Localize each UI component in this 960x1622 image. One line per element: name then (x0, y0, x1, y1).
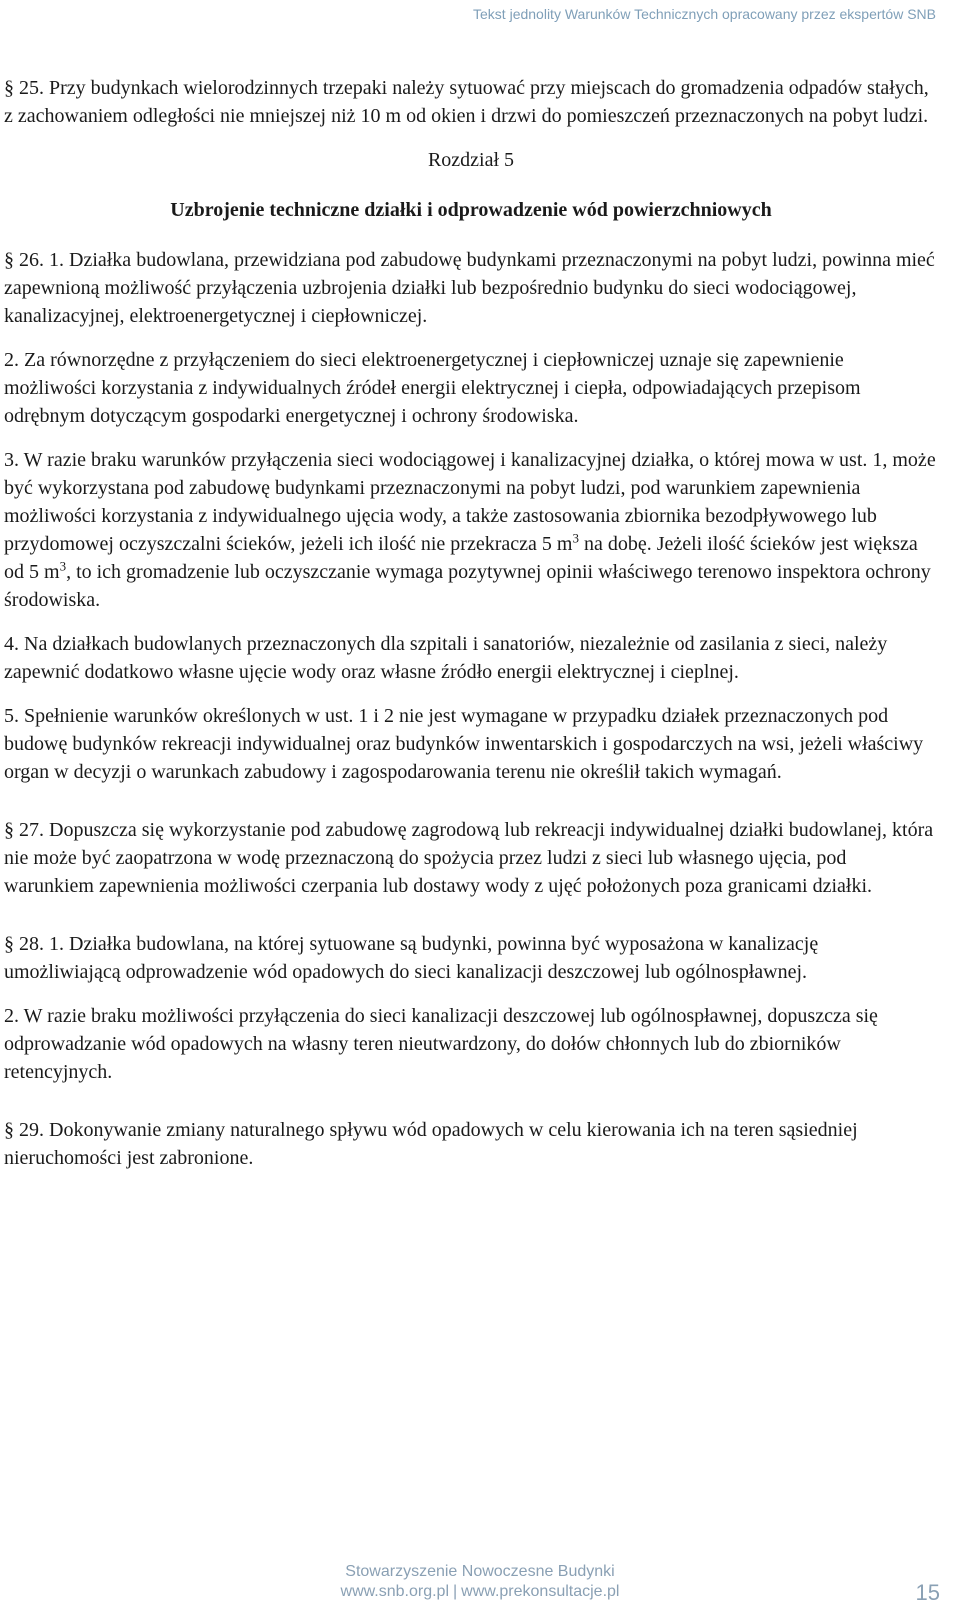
superscript-cubic: 3 (572, 530, 579, 546)
chapter-heading (4, 146, 938, 224)
paragraph-26-3 (4, 446, 938, 614)
paragraph-27: § 27. Dopuszcza się wykorzystanie pod zabudowę zagrodową lub rekreacji indywidualnej działki budowlanej, która nie może być zaopatrzona w wodę przeznaczoną do spożycia przez ludzi z sieci lub własnego ujęcia, pod warunkiem zapewnienia możliwości czerpania lub dostawy wody z ujęć położonych poza granicami działki. (4, 819, 934, 897)
running-header: Tekst jednolity Warunków Technicznych opracowany przez ekspertów SNB (473, 6, 936, 22)
paragraph-26-3-part-c: , to ich gromadzenie lub oczyszczanie wymaga pozytywnej opinii właściwego terenowo inspektora ochrony środowiska. (4, 561, 931, 611)
paragraph-26-3-part-a: 3. W razie braku warunków przyłączenia sieci wodociągowej i kanalizacyjnej działka, o której mowa w ust. 1, może być wykorzystana pod zabudowę budynkami przeznaczonymi na pobyt ludzi, pod warunkiem zapewnienia możliwości korzystania z indywidualnego ujęcia wody, a także zastosowania zbiornika bezodpływowego lub przydomowej oczyszczalni ścieków, jeżeli ich ilość nie przekracza 5 m (4, 449, 936, 555)
chapter-title: Uzbrojenie techniczne działki i odprowadzenie wód powierzchniowych (170, 199, 772, 221)
paragraph-25: § 25. Przy budynkach wielorodzinnych trzepaki należy sytuować przy miejscach do gromadzenia odpadów stałych, z zachowaniem odległości nie mniejszej niż 10 m od okien i drzwi do pomieszczeń przeznaczonych na pobyt ludzi. (4, 77, 929, 127)
page-number: 15 (915, 1580, 940, 1605)
footer-link-prekonsultacje[interactable]: www.prekonsultacje.pl (461, 1583, 620, 1600)
footer-links (0, 1582, 960, 1602)
paragraph-29: § 29. Dokonywanie zmiany naturalnego spływu wód opadowych w celu kierowania ich na teren sąsiedniej nieruchomości jest zabronione. (4, 1119, 858, 1169)
footer-link-snb[interactable]: www.snb.org.pl (340, 1583, 450, 1600)
paragraph-26-4: 4. Na działkach budowlanych przeznaczonych dla szpitali i sanatoriów, niezależnie od zasilania z sieci, należy zapewnić dodatkowo własne ujęcie wody oraz własne źródło energii elektrycznej i cieplnej. (4, 633, 888, 683)
paragraph-28-1: § 28. 1. Działka budowlana, na której sytuowane są budynki, powinna być wyposażona w kanalizację umożliwiającą odprowadzenie wód opadowych do sieci kanalizacji deszczowej lub ogólnospławnej. (4, 933, 819, 983)
page-footer (0, 1562, 960, 1602)
paragraph-26-3-part-b: na dobę. Jeżeli ilość ścieków jest większa od 5 m (4, 533, 918, 583)
document-body (4, 74, 938, 1188)
chapter-number: Rozdział 5 (427, 149, 515, 171)
footer-organization: Stowarzyszenie Nowoczesne Budynki (345, 1563, 615, 1580)
footer-separator: | (453, 1583, 458, 1600)
paragraph-28-2: 2. W razie braku możliwości przyłączenia do sieci kanalizacji deszczowej lub ogólnospławnej, dopuszcza się odprowadzanie wód opadowych na własny teren nieutwardzony, do dołów chłonnych lub do zbiorników retencyjnych. (4, 1005, 878, 1083)
paragraph-26-1: § 26. 1. Działka budowlana, przewidziana pod zabudowę budynkami przeznaczonymi na pobyt ludzi, powinna mieć zapewnioną możliwość przyłączenia uzbrojenia działki lub bezpośrednio budynku do sieci wodociągowej, kanalizacyjnej, elektroenergetycznej i ciepłowniczej. (4, 249, 935, 327)
paragraph-26-2: 2. Za równorzędne z przyłączeniem do sieci elektroenergetycznej i ciepłowniczej uznaje się zapewnienie możliwości korzystania z indywidualnych źródeł energii elektrycznej i ciepła, odpowiadających przepisom odrębnym dotyczącym gospodarki energetycznej i ochrony środowiska. (4, 349, 861, 427)
superscript-cubic: 3 (59, 558, 67, 574)
paragraph-26-5: 5. Spełnienie warunków określonych w ust. 1 i 2 nie jest wymagane w przypadku działek przeznaczonych pod budowę budynków rekreacji indywidualnej oraz budynków inwentarskich i gospodarczych na wsi, jeżeli właściwy organ w decyzji o warunkach zabudowy i zagospodarowania terenu nie określił takich wymagań. (4, 705, 924, 783)
